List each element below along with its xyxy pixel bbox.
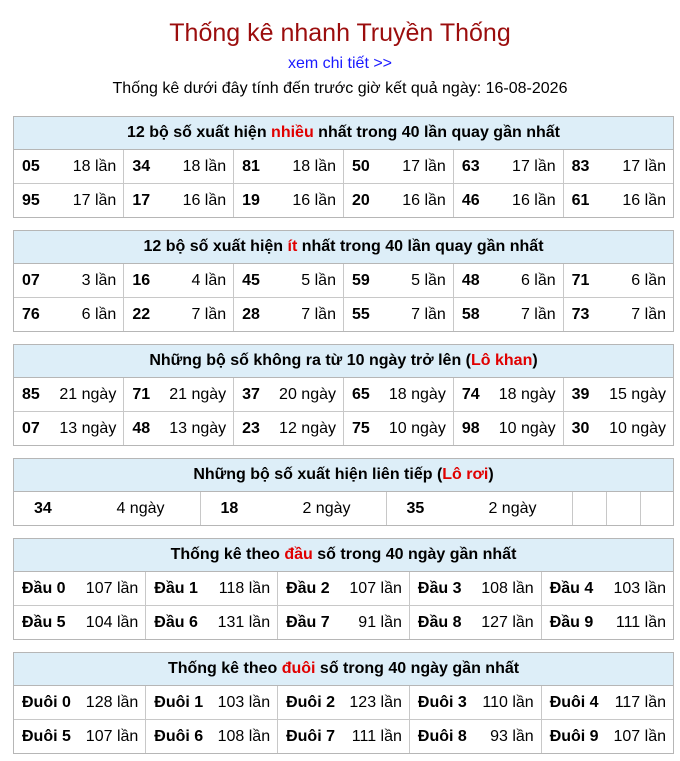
- number-label: Đuôi 2: [286, 693, 335, 711]
- count-value: 13 ngày: [59, 419, 117, 437]
- count-value: 131 lần: [217, 613, 271, 631]
- count-value: 128 lần: [85, 693, 139, 711]
- count-value: 4 ngày: [116, 499, 165, 517]
- section-duoi: [13, 652, 674, 754]
- section-least-frequent: [13, 230, 674, 332]
- count-value: 6 lần: [520, 271, 556, 289]
- count-value: 7 lần: [520, 305, 556, 323]
- number-label: 58: [461, 305, 480, 323]
- number-label: Đuôi 9: [549, 727, 599, 745]
- count-value: 16 lần: [182, 191, 227, 209]
- count-value: 10 ngày: [388, 419, 446, 437]
- count-value: 107 lần: [85, 727, 139, 745]
- stat-cell: [343, 378, 453, 412]
- stat-cell: [14, 298, 124, 332]
- empty-cell: [640, 492, 673, 525]
- stat-cell: [278, 720, 410, 754]
- stat-cell: [453, 264, 563, 298]
- number-label: 59: [351, 271, 370, 289]
- page-subtitle: Thống kê dưới đây tính đến trước giờ kết quả ngày: 16-08-2026: [112, 80, 568, 97]
- number-label: 50: [351, 157, 370, 175]
- count-value: 5 lần: [301, 271, 336, 289]
- count-value: 117 lần: [614, 693, 666, 711]
- number-label: 18: [220, 499, 239, 517]
- stat-cell: [409, 686, 541, 720]
- section-header: Thống kê theo đầu số trong 40 ngày gần nhất: [14, 539, 673, 572]
- number-label: 95: [22, 191, 40, 209]
- number-label: 81: [242, 157, 260, 175]
- view-details-link[interactable]: xem chi tiết >>: [287, 55, 393, 72]
- stat-cell: [563, 184, 673, 218]
- count-value: 17 lần: [512, 157, 556, 175]
- count-value: 17 lần: [622, 157, 666, 175]
- number-label: Đầu 1: [154, 579, 198, 597]
- stat-cell: [14, 492, 200, 525]
- number-label: 45: [242, 271, 260, 289]
- count-value: 7 lần: [301, 305, 336, 323]
- count-value: 18 lần: [292, 157, 336, 175]
- number-label: 73: [571, 305, 590, 323]
- table-row: [14, 720, 673, 754]
- count-value: 16 lần: [622, 191, 666, 209]
- count-value: 4 lần: [191, 271, 227, 289]
- stat-cell: [14, 378, 124, 412]
- count-value: 18 lần: [182, 157, 227, 175]
- stat-cell: [453, 150, 563, 184]
- number-label: 07: [22, 419, 40, 437]
- stat-cell: [14, 412, 124, 446]
- number-label: Đuôi 5: [22, 727, 71, 745]
- stat-cell: [146, 720, 278, 754]
- empty-cell: [606, 492, 640, 525]
- count-value: 93 lần: [490, 727, 534, 745]
- stat-cell: [453, 298, 563, 332]
- number-label: Đầu 4: [549, 579, 594, 597]
- number-label: 30: [571, 419, 590, 437]
- count-value: 123 lần: [349, 693, 402, 711]
- number-label: 48: [461, 271, 480, 289]
- count-value: 7 lần: [411, 305, 446, 323]
- number-label: 34: [132, 157, 151, 175]
- count-value: 103 lần: [217, 693, 271, 711]
- stat-cell: [146, 606, 278, 640]
- number-label: 28: [242, 305, 260, 323]
- stat-cell: [14, 150, 124, 184]
- stats-table: [14, 686, 673, 753]
- table-row: [14, 606, 673, 640]
- count-value: 16 lần: [402, 191, 446, 209]
- stat-cell: [409, 572, 541, 606]
- stat-cell: [541, 686, 673, 720]
- number-label: 61: [571, 191, 590, 209]
- table-row: [14, 492, 673, 525]
- stat-cell: [343, 412, 453, 446]
- number-label: 74: [461, 385, 480, 403]
- number-label: 71: [132, 385, 151, 403]
- count-value: 127 lần: [481, 613, 534, 631]
- number-label: 17: [132, 191, 151, 209]
- stat-cell: [124, 184, 234, 218]
- number-label: Đầu 8: [417, 613, 462, 631]
- stat-cell: [563, 150, 673, 184]
- section-header: Thống kê theo đuôi số trong 40 ngày gần nhất: [14, 653, 673, 686]
- stat-cell: [200, 492, 386, 525]
- number-label: Đuôi 7: [286, 727, 335, 745]
- count-value: 110 lần: [482, 693, 534, 711]
- number-label: 98: [461, 419, 480, 437]
- count-value: 3 lần: [81, 271, 117, 289]
- stat-cell: [386, 492, 572, 525]
- stat-cell: [563, 412, 673, 446]
- stat-cell: [124, 150, 234, 184]
- table-row: [14, 298, 673, 332]
- count-value: 7 lần: [631, 305, 666, 323]
- count-value: 111 lần: [351, 727, 402, 745]
- stat-cell: [343, 298, 453, 332]
- number-label: 65: [351, 385, 370, 403]
- count-value: 118 lần: [218, 579, 271, 597]
- stat-cell: [563, 264, 673, 298]
- number-label: 23: [242, 419, 260, 437]
- stat-cell: [14, 686, 146, 720]
- stat-cell: [234, 264, 344, 298]
- number-label: Đầu 6: [154, 613, 198, 631]
- number-label: Đuôi 4: [549, 693, 599, 711]
- count-value: 2 ngày: [488, 499, 537, 517]
- stats-table: [14, 150, 673, 217]
- count-value: 5 lần: [411, 271, 446, 289]
- number-label: Đuôi 0: [22, 693, 71, 711]
- table-row: [14, 572, 673, 606]
- number-label: Đầu 7: [286, 613, 330, 631]
- count-value: 10 ngày: [609, 419, 666, 437]
- number-label: 48: [132, 419, 151, 437]
- number-label: Đuôi 1: [154, 693, 204, 711]
- stat-cell: [563, 298, 673, 332]
- stats-table: [14, 264, 673, 331]
- stat-cell: [278, 606, 410, 640]
- stat-cell: [146, 572, 278, 606]
- stats-table: [14, 492, 673, 525]
- section-lo-roi: [13, 458, 674, 526]
- count-value: 107 lần: [613, 727, 666, 745]
- count-value: 7 lần: [191, 305, 227, 323]
- stat-cell: [234, 184, 344, 218]
- count-value: 6 lần: [81, 305, 117, 323]
- empty-cell: [572, 492, 606, 525]
- number-label: 05: [22, 157, 40, 175]
- number-label: 83: [571, 157, 590, 175]
- stat-cell: [124, 264, 234, 298]
- section-header: Những bộ số xuất hiện liên tiếp (Lô rơi): [14, 459, 673, 492]
- table-row: [14, 412, 673, 446]
- table-row: [14, 378, 673, 412]
- count-value: 2 ngày: [302, 499, 351, 517]
- count-value: 17 lần: [402, 157, 446, 175]
- count-value: 12 ngày: [279, 419, 336, 437]
- number-label: Đuôi 3: [417, 693, 467, 711]
- count-value: 13 ngày: [169, 419, 227, 437]
- count-value: 16 lần: [512, 191, 556, 209]
- count-value: 6 lần: [631, 271, 666, 289]
- number-label: 19: [242, 191, 260, 209]
- stat-cell: [14, 184, 124, 218]
- count-value: 15 ngày: [609, 385, 666, 403]
- count-value: 18 ngày: [388, 385, 446, 403]
- stat-cell: [278, 572, 410, 606]
- number-label: 37: [242, 385, 260, 403]
- stat-cell: [124, 378, 234, 412]
- stat-cell: [343, 150, 453, 184]
- stat-cell: [453, 184, 563, 218]
- table-row: [14, 184, 673, 218]
- section-header: 12 bộ số xuất hiện ít nhất trong 40 lần quay gần nhất: [14, 231, 673, 264]
- number-label: 55: [351, 305, 370, 323]
- number-label: Đuôi 6: [154, 727, 204, 745]
- count-value: 18 lần: [72, 157, 117, 175]
- number-label: 35: [406, 499, 425, 517]
- count-value: 111 lần: [615, 613, 666, 631]
- stat-cell: [14, 606, 146, 640]
- number-label: 20: [351, 191, 370, 209]
- stat-cell: [563, 378, 673, 412]
- stat-cell: [541, 606, 673, 640]
- stat-cell: [453, 378, 563, 412]
- count-value: 91 lần: [358, 613, 402, 631]
- number-label: Đuôi 8: [417, 727, 467, 745]
- stat-cell: [234, 412, 344, 446]
- number-label: 76: [22, 305, 40, 323]
- stat-cell: [14, 264, 124, 298]
- count-value: 107 lần: [349, 579, 402, 597]
- stat-cell: [234, 150, 344, 184]
- table-row: [14, 686, 673, 720]
- count-value: 107 lần: [85, 579, 139, 597]
- number-label: Đầu 0: [22, 579, 66, 597]
- stat-cell: [409, 720, 541, 754]
- stat-cell: [14, 720, 146, 754]
- count-value: 21 ngày: [59, 385, 117, 403]
- stat-cell: [453, 412, 563, 446]
- count-value: 10 ngày: [498, 419, 556, 437]
- number-label: 63: [461, 157, 480, 175]
- stat-cell: [278, 686, 410, 720]
- stats-table: [14, 572, 673, 639]
- stat-cell: [234, 298, 344, 332]
- section-header: Những bộ số không ra từ 10 ngày trở lên (Lô khan): [14, 345, 673, 378]
- number-label: 85: [22, 385, 40, 403]
- count-value: 20 ngày: [279, 385, 336, 403]
- section-most-frequent: [13, 116, 674, 218]
- number-label: 75: [351, 419, 370, 437]
- stat-cell: [14, 572, 146, 606]
- stat-cell: [343, 184, 453, 218]
- stat-cell: [234, 378, 344, 412]
- stat-cell: [409, 606, 541, 640]
- number-label: 16: [132, 271, 151, 289]
- page-title: Thống kê nhanh Truyền Thống: [169, 19, 511, 47]
- count-value: 103 lần: [613, 579, 666, 597]
- stat-cell: [343, 264, 453, 298]
- section-lo-khan: [13, 344, 674, 446]
- count-value: 108 lần: [481, 579, 534, 597]
- number-label: Đầu 3: [417, 579, 462, 597]
- stat-cell: [146, 686, 278, 720]
- count-value: 108 lần: [217, 727, 271, 745]
- stats-table: [14, 378, 673, 445]
- count-value: 21 ngày: [169, 385, 227, 403]
- section-header: 12 bộ số xuất hiện nhiều nhất trong 40 lần quay gần nhất: [14, 117, 673, 150]
- count-value: 16 lần: [292, 191, 336, 209]
- number-label: Đầu 2: [286, 579, 330, 597]
- number-label: 22: [132, 305, 151, 323]
- count-value: 17 lần: [72, 191, 117, 209]
- stat-cell: [541, 720, 673, 754]
- number-label: 71: [571, 271, 590, 289]
- number-label: Đầu 9: [549, 613, 594, 631]
- number-label: 46: [461, 191, 480, 209]
- count-value: 18 ngày: [498, 385, 556, 403]
- number-label: Đầu 5: [22, 613, 66, 631]
- section-dau: [13, 538, 674, 640]
- stat-cell: [124, 298, 234, 332]
- table-row: [14, 150, 673, 184]
- table-row: [14, 264, 673, 298]
- number-label: 34: [34, 499, 52, 517]
- stat-cell: [124, 412, 234, 446]
- number-label: 39: [571, 385, 590, 403]
- number-label: 07: [22, 271, 40, 289]
- count-value: 104 lần: [85, 613, 139, 631]
- stat-cell: [541, 572, 673, 606]
